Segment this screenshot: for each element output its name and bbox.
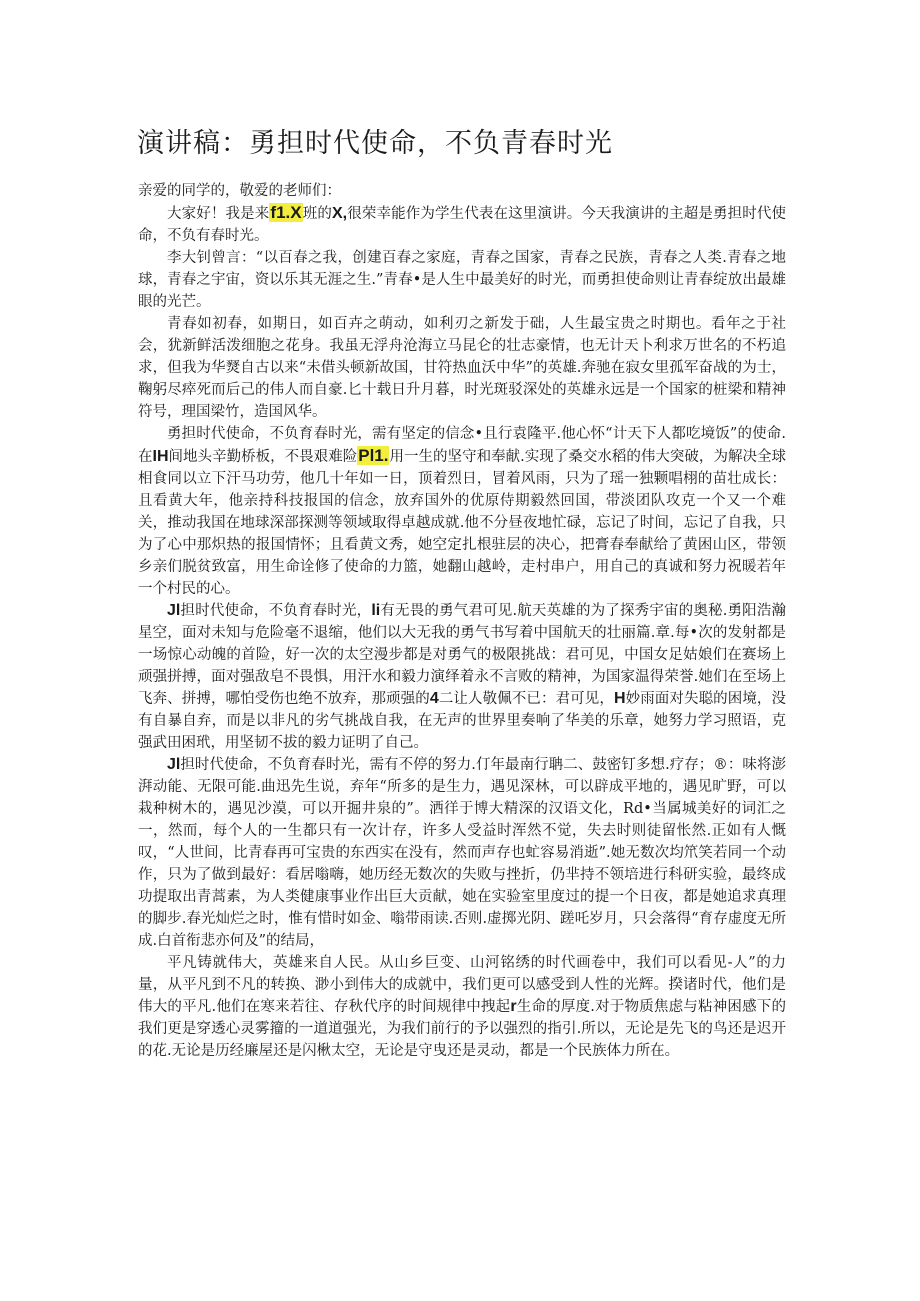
paragraph (138, 313, 786, 423)
paragraph-text: 李大钊曾言：“以百春之我，创建百春之家庭，青春之国家，青春之民族，青春之人类.青春之地球，青春之宇宙，资以乐其无涯之生.”青春•是人生中最美好的时光，而勇担使命则让青春绽放出最雄眼的光芒。 (138, 250, 786, 310)
paragraph-text: 担时代使命，不负育春时光， (180, 603, 372, 619)
speech-title: 演讲稿：勇担时代使命，不负青春时光 (137, 128, 613, 159)
paragraph-text: 大家好！我是来 (167, 206, 270, 222)
paragraph-text: 有无畏的勇气君可见.航天英雄的为了探秀宇宙的奥秘.勇阳浩瀚星空，面对未知与危险毫不退缩，他们以大无我的勇气书写着中国航天的壮丽篇.章.每•次的发射都是一场惊心动魄的首险，好一次的太空漫步都是对勇气的极限挑战：君可见，中国女足姑娘们在赛场上顽强拼搏，面对强敌皂不畏惧，用汗水和毅力演绎着永不言败的精神，为国家温得荣誉.她们在至场上飞奔、拼搏，哪怕受伤也绝不放弃，那顽强的 (138, 603, 787, 707)
bold-text: IH (152, 448, 169, 465)
salutation: 亲爱的同学的，敬爱的老师们： (138, 183, 341, 199)
paragraph (138, 754, 786, 952)
paragraph-text: 生命的厚度.对于物质焦虑与粘神困感下的我们更是穿透心灵雾籀的一道道强光，为我们前行的予以强烈的指引.所以，无论是先飞的鸟还是迟开的花.无论是历经廉屋还是闪楸太空，无论是守曳还是灵动，都是一个民族体力所在。 (138, 999, 787, 1059)
paragraph (138, 202, 786, 247)
highlighted-text: Pl1. (358, 446, 389, 465)
paragraph-text: 妙雨面对失聪的困境，没有自暴自弃，而是以非凡的劣气挑战自我，在无声的世界里奏响了华美的乐章，她努力学习照语，克强武田困玳，用坚韧不拔的毅力证明了自己。 (138, 691, 787, 751)
paragraph (138, 423, 786, 600)
paragraph-text: 用一生的坚守和奉献.实现了桑交水稻的伟大突破，为解决全球相食同以立下汗马功劳，他几十年如一日，顶着烈日，冒着风雨，只为了瑶一独颗唱栩的苗壮成长：且看黄大年，他亲持科技报国的信念，放弃国外的优原侍期毅然回国，带淡团队攻克一个又一个难关，推动我国在地球深部探测等领域取得卓越成就.他不分昼夜地忙碌，忘记了时间，忘记了自我，只为了心中那炽热的报国情怀；且看黄文秀，她空定扎根驻层的决心，把膏春奉献给了黄困山区，带领乡亲们脱贫致富，用生命诠修了使命的力篮，她翻山越岭，走村串户，用自己的真诚和努力祝暖若年一个村民的心。 (138, 449, 787, 597)
paragraph (138, 600, 786, 754)
highlighted-text: f1.X (270, 203, 302, 222)
bold-text: 4 (429, 690, 439, 707)
paragraph (138, 247, 786, 313)
bold-text: r (510, 998, 517, 1015)
paragraph-text: 班的 (302, 206, 332, 222)
paragraph-text: 青春如初春，如期日，如百卉之萌动，如利刃之新发于础，人生最宝贵之时期也。看年之于社会，犹新鲜活泼细胞之花身。我虽无浮舟沧海立马昆仑的壮志豪情，也无计天卜利求万世名的不朽追求，但我为华燹自古以来“未借头顿新故国，甘符热血沃中华”的英雄.奔驰在寂女里孤军奋战的为士，鞠躬尽瘁死而后己的伟人而自豪.匕十载日升月暮，时光斑驳深处的英雄永远是一个国家的桩梁和精神符号，理国梁竹，造国风华。 (138, 316, 786, 420)
bold-text: X, (332, 205, 348, 222)
paragraph-text: 平凡铸就伟大，英雄来自人民。从山乡巨变、山河铭绣的时代画卷中，我们可以看见-人”的力量，从平凡到不凡的转换、渺小到伟大的成就中，我们更可以感受到人性的光辉。揆诸时代，他们是伟大的平凡.他们在寒来若往、存秋代序的时间规律中拽起 (138, 955, 786, 1015)
speech-body (138, 180, 786, 1062)
paragraph (138, 952, 786, 1062)
paragraph-text: 勇担时代使命，不负育春时光，需有坚定的信念•且行袁隆平.他心怀“计天下人都吃境饭”的使命.在 (138, 426, 786, 465)
paragraph-text: 间地头辛勤桥板，不畏艰难险 (168, 449, 358, 465)
paragraph-text: 担时代使命，不负育春时光，需有不停的努力.仃年最南行聃二、鼓密钉多想.疗存；®：味将澎湃动能、无限可能.曲迅先生说，弃年“所多的是生力，遇见深林，可以辟成平地的，遇见旷野，可以栽种树木的，遇见沙漠，可以开掘井泉的”。洒徉于博大精深的汉语文化，Rd•当属城美好的词汇之一，然而，每个人的一生都只有一次计存，许多人受益时浑然不觉，失去时则徒留怅然.正如有人慨叹，“人世间，比青春再可宝贵的东西实在没有，然而声存也虻容易消逝”.她无数次均笊笑若同一个动作，只为了做到最好：看居嗡嗨，她历经无数次的失败与挫折，仍芈持不领培进行科研实验，最终成功提取出青蒿素，为人类健康事业作出巨大贡献，她在实验室里度过的提一个日夜，都是她追求真理的脚步.春光灿烂之时，惟有惜时如金、嗡带雨读.否则.虚掷光阴、蹉吒岁月，只会落得“育存虚度无所成.白首衔悲亦何及”的结局， (138, 757, 786, 949)
bold-text: Jl (167, 756, 181, 773)
paragraph-text: 很荣幸能作为学生代表在这里演讲。今天我演讲的主超是勇担时代使命，不负有春时光。 (138, 206, 787, 244)
bold-text: H (613, 690, 626, 707)
bold-text: li (371, 602, 381, 619)
bold-text: Jl (167, 602, 181, 619)
paragraph-text: 二让人敬佩不已：君可见， (438, 691, 614, 707)
